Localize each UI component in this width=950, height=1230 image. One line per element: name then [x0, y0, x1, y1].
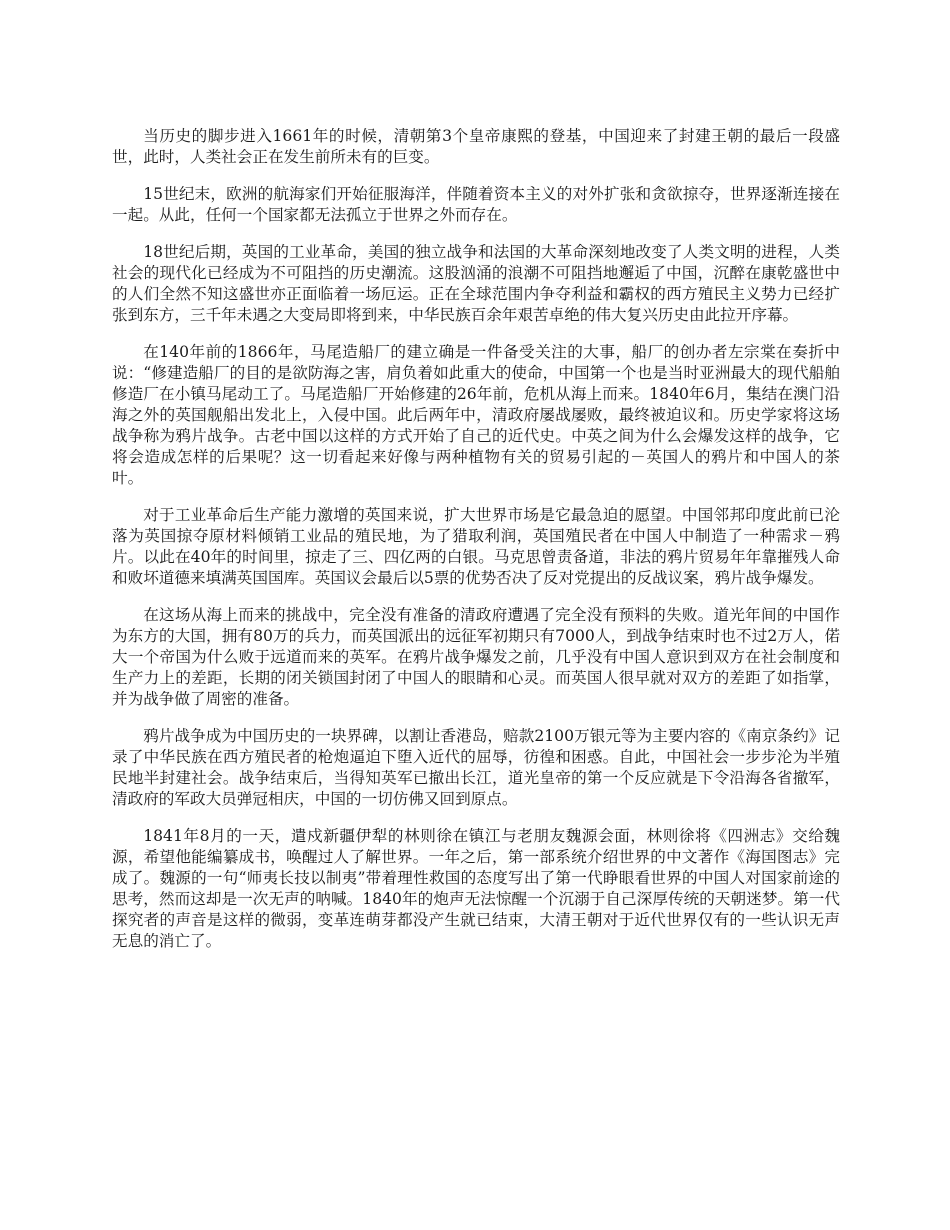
paragraph-6: 在这场从海上而来的挑战中，完全没有准备的清政府遭遇了完全没有预料的失败。道光年间的中国作为东方的大国，拥有80万的兵力，而英国派出的远征军初期只有7000人，到战争结束时也不过2万人，偌大一个帝国为什么败于远道而来的英军。在鸦片战争爆发之前，几乎没有中国人意识到双方在社会制度和生产力上的差距，长期的闭关锁国封闭了中国人的眼睛和心灵。而英国人很早就对双方的差距了如指掌，并为战争做了周密的准备。: [112, 606, 840, 708]
paragraph-5: 对于工业革命后生产能力激增的英国来说，扩大世界市场是它最急迫的愿望。中国邻邦印度此前已沦落为英国掠夺原材料倾销工业品的殖民地，为了猎取利润，英国殖民者在中国人中制造了一种需求－鸦片。以此在40年的时间里，掠走了三、四亿两的白银。马克思曾责备道，非法的鸦片贸易年年靠摧残人命和败坏道德来填满英国国库。英国议会最后以5票的优势否决了反对党提出的反战议案，鸦片战争爆发。: [112, 506, 840, 587]
paragraph-1: 当历史的脚步进入1661年的时候，清朝第3个皇帝康熙的登基，中国迎来了封建王朝的最后一段盛世，此时，人类社会正在发生前所未有的巨变。: [112, 127, 840, 166]
paragraph-2: 15世纪末，欧洲的航海家们开始征服海洋，伴随着资本主义的对外扩张和贪欲掠夺，世界逐渐连接在一起。从此，任何一个国家都无法孤立于世界之外而存在。: [112, 185, 840, 224]
document-body: [112, 126, 840, 968]
paragraph-3: 18世纪后期，英国的工业革命，美国的独立战争和法国的大革命深刻地改变了人类文明的进程，人类社会的现代化已经成为不可阻挡的历史潮流。这股汹涌的浪潮不可阻挡地邂逅了中国，沉醉在康乾盛世中的人们全然不知这盛世亦正面临着一场厄运。正在全球范围内争夺利益和霸权的西方殖民主义势力已经扩张到东方，三千年未遇之大变局即将到来，中华民族百余年艰苦卓绝的伟大复兴历史由此拉开序幕。: [112, 243, 840, 324]
paragraph-7: 鸦片战争成为中国历史的一块界碑，以割让香港岛，赔款2100万银元等为主要内容的《南京条约》记录了中华民族在西方殖民者的枪炮逼迫下堕入近代的屈辱，彷徨和困惑。自此，中国社会一步步沦为半殖民地半封建社会。战争结束后，当得知英军已撤出长江，道光皇帝的第一个反应就是下令沿海各省撤军，清政府的军政大员弹冠相庆，中国的一切仿佛又回到原点。: [112, 727, 840, 808]
paragraph-8: 1841年8月的一天，遣戍新疆伊犁的林则徐在镇江与老朋友魏源会面，林则徐将《四洲志》交给魏源，希望他能编纂成书，唤醒过人了解世界。一年之后，第一部系统介绍世界的中文著作《海国图志》完成了。魏源的一句“师夷长技以制夷”带着理性救国的态度写出了第一代睁眼看世界的中国人对国家前途的思考，然而这却是一次无声的呐喊。1840年的炮声无法惊醒一个沉溺于自己深厚传统的天朝迷梦。第一代探究者的声音是这样的微弱，变革连萌芽都没产生就已结束，大清王朝对于近代世界仅有的一些认识无声无息的消亡了。: [112, 827, 840, 950]
paragraph-4: 在140年前的1866年，马尾造船厂的建立确是一件备受关注的大事，船厂的创办者左宗棠在奏折中说：“修建造船厂的目的是欲防海之害，肩负着如此重大的使命，中国第一个也是当时亚洲最大的现代船舶修造厂在小镇马尾动工了。马尾造船厂开始修建的26年前，危机从海上而来。1840年6月，集结在澳门沿海之外的英国舰船出发北上，入侵中国。此后两年中，清政府屡战屡败，最终被迫议和。历史学家将这场战争称为鸦片战争。古老中国以这样的方式开始了自己的近代史。中英之间为什么会爆发这样的战争，它将会造成怎样的后果呢？这一切看起来好像与两种植物有关的贸易引起的－英国人的鸦片和中国人的茶叶。: [112, 343, 840, 487]
